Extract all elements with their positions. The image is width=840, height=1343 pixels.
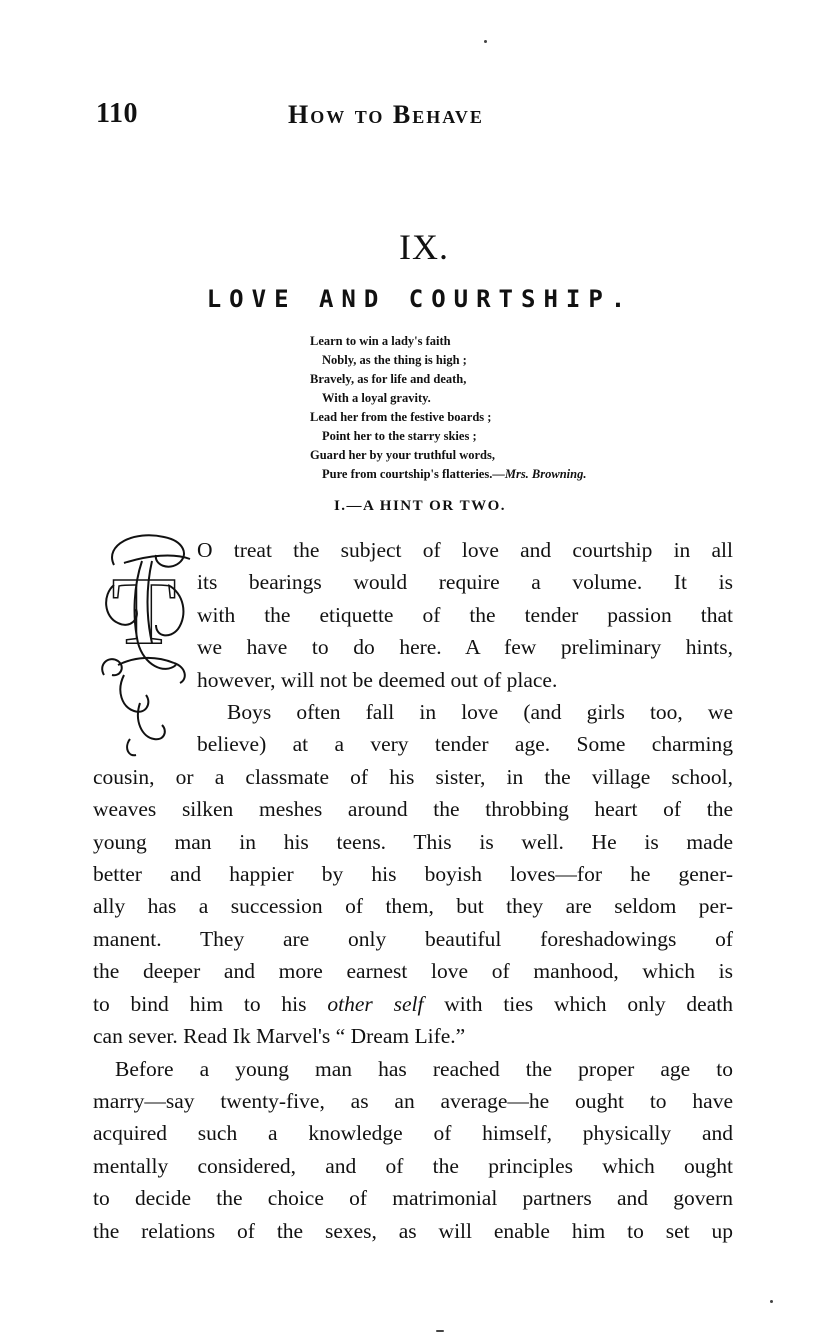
body-line: weaves silken meshes around the throbbing heart of the [93, 797, 733, 822]
speck [770, 1300, 773, 1303]
body-line: cousin, or a classmate of his sister, in the village school, [93, 764, 733, 789]
paragraph-before-marry [93, 1053, 733, 1247]
body-line: with the etiquette of the tender passion that [197, 602, 733, 627]
body-line: manent. They are only beautiful foreshadowings of [93, 926, 733, 951]
body-line-part: to bind him to his [93, 991, 328, 1016]
epigraph-line: Guard her by your truthful words, [310, 448, 495, 462]
body-line: however, will not be deemed out of place. [197, 667, 558, 692]
body-line-part: with ties which only death [423, 991, 733, 1016]
epigraph-line: Nobly, as the thing is high ; [322, 353, 467, 367]
body-line: believe) at a very tender age. Some charming [197, 732, 733, 757]
epigraph-line-last [310, 465, 710, 484]
paragraph-boys [93, 696, 733, 1052]
body-line: Boys often fall in love (and girls too, we [227, 700, 733, 725]
epigraph-line: Lead her from the festive boards ; [310, 410, 492, 424]
drop-cap-letter: T [111, 557, 177, 664]
italic-phrase: other self [327, 991, 424, 1016]
body-line: acquired such a knowledge of himself, physically and [93, 1121, 733, 1146]
speck [484, 40, 487, 43]
epigraph-line: With a loyal gravity. [322, 391, 431, 405]
running-head: How to Behave [288, 100, 484, 129]
body-line: young man in his teens. This is well. He is made [93, 829, 733, 854]
body-line: the deeper and more earnest love of manhood, which is [93, 959, 733, 984]
epigraph-line: Learn to win a lady's faith [310, 334, 451, 348]
body-text [93, 534, 733, 1247]
section-heading: I.—A HINT OR TWO. [333, 498, 507, 514]
chapter-number: IX. [399, 227, 449, 267]
speck [436, 1330, 444, 1332]
body-line-with-italic [93, 988, 733, 1020]
body-line: O treat the subject of love and courtship in all [197, 538, 733, 562]
body-line: to decide the choice of matrimonial partners and govern [93, 1186, 733, 1211]
chapter-title: LOVE AND COURTSHIP. [206, 285, 634, 313]
page-number: 110 [96, 98, 138, 129]
epigraph-line: Point her to the starry skies ; [322, 429, 477, 443]
body-line: Before a young man has reached the proper age to [115, 1056, 733, 1081]
epigraph-line: Bravely, as for life and death, [310, 372, 467, 386]
body-line: mentally considered, and of the principles which ought [93, 1153, 733, 1178]
body-line: its bearings would require a volume. It is [197, 570, 733, 595]
body-line: marry—say twenty-five, as an average—he ought to have [93, 1088, 733, 1113]
epigraph-attribution: —Mrs. Browning. [492, 467, 587, 481]
epigraph-line-text: Pure from courtship's flatteries. [322, 467, 493, 481]
paragraph-intro [93, 534, 733, 696]
body-line: we have to do here. A few preliminary hints, [197, 635, 733, 660]
epigraph [310, 332, 710, 484]
body-line: ally has a succession of them, but they are seldom per- [93, 894, 733, 919]
body-line: the relations of the sexes, as will enable him to set up [93, 1218, 733, 1243]
body-line: better and happier by his boyish loves—for he gener- [93, 862, 733, 887]
body-line: can sever. Read Ik Marvel's “ Dream Life.” [93, 1024, 466, 1049]
